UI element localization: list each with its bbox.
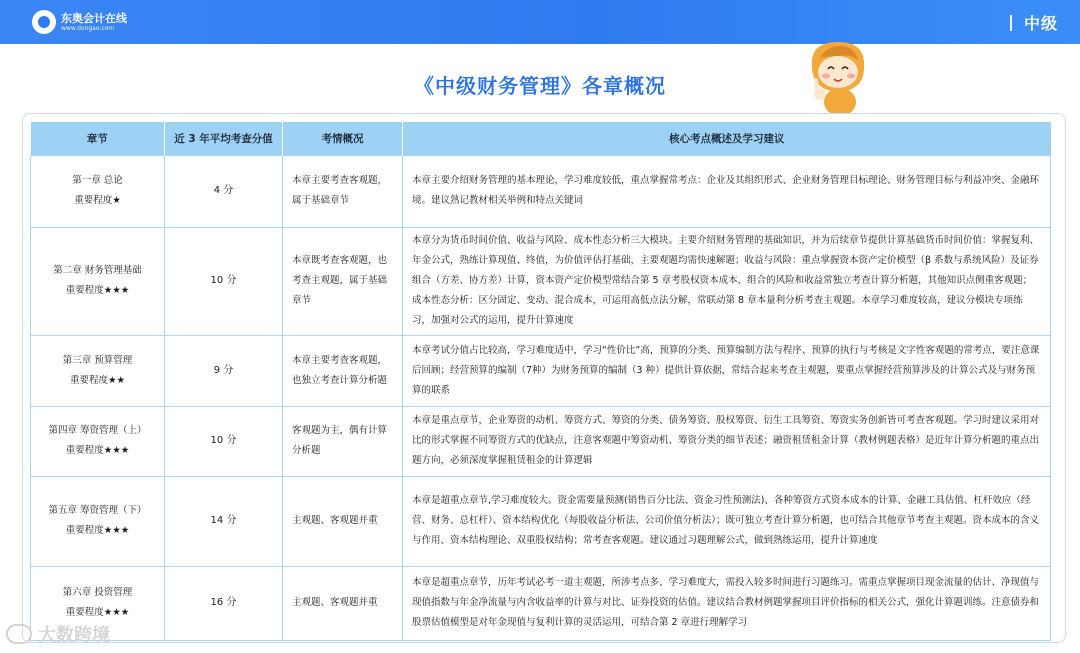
chapter-name: 第四章 筹资管理（上）	[48, 425, 147, 436]
advice-cell: 本章是重点章节，企业筹资的动机、筹资方式、筹资的分类、债务筹资、股权筹资、衍生工具筹资、筹资实务创新皆可考查客观题。学习时建议采用对比的形式掌握不同筹资方式的优缺点，注意客观题中筹资动机、筹资分类的细节表述；融资租赁租金计算（教材例题表格）是近年计算分析题的重点出题方向，必须深度掌握租赁租金的计算逻辑	[403, 406, 1051, 476]
chapter-importance: 重要程度★★★	[65, 285, 130, 296]
column-header-overview: 考情概况	[283, 122, 403, 155]
chapter-cell	[31, 155, 165, 227]
table-row	[31, 335, 1051, 406]
overview-cell: 客观题为主，偶有计算分析题	[283, 406, 403, 476]
chapter-name: 第二章 财务管理基础	[53, 265, 142, 276]
score-cell: 10 分	[165, 406, 283, 476]
advice-cell: 本章是超重点章节,学习难度较大。资金需要量预测(销售百分比法、资金习性预测法)、各种筹资方式资本成本的计算、金融工具估值、杠杆效应（经营、财务、总杠杆）、资本结构优化（每股收益分析法、公司价值分析法）；既可独立考查计算分析题，也可结合其他章节考查主观题。资本成本的含义与作用、资本结构理论、双重股权结构；常考查客观题。建议通过习题理解公式，做到熟练运用，提升计算速度	[403, 476, 1051, 566]
brand-logo	[32, 8, 127, 36]
chapter-importance: 重要程度★★★	[65, 525, 130, 536]
level-divider	[1010, 15, 1012, 31]
table-row	[31, 227, 1051, 335]
watermark-text: 大数跨境	[38, 625, 110, 646]
chapter-name: 第一章 总论	[72, 175, 123, 186]
chapter-name: 第五章 筹资管理（下）	[48, 505, 147, 516]
chapter-name: 第三章 预算管理	[62, 354, 133, 366]
table-row	[31, 406, 1051, 476]
column-header-advice: 核心考点概述及学习建议	[403, 122, 1051, 155]
chapter-cell	[31, 335, 165, 406]
chapter-importance: 重要程度★★	[69, 374, 126, 386]
logo-name: 东奥会计在线	[61, 11, 127, 25]
table-row	[31, 476, 1051, 566]
mascot-illustration	[800, 36, 874, 116]
table-header-row	[31, 122, 1051, 155]
overview-cell: 主观题、客观题并重	[283, 566, 403, 640]
overview-cell: 主观题、客观题并重	[283, 476, 403, 566]
chapter-importance: 重要程度★	[74, 195, 121, 206]
chapter-importance: 重要程度★★★	[65, 445, 130, 456]
page-title: 《中级财务管理》各章概况	[414, 74, 666, 98]
overview-cell: 本章主要考查客观题，属于基础章节	[283, 155, 403, 227]
score-cell: 4 分	[165, 155, 283, 227]
table-row	[31, 155, 1051, 227]
watermark-icon	[6, 624, 32, 644]
chapter-name: 第六章 投资管理	[62, 587, 133, 598]
column-header-chapter: 章节	[31, 122, 165, 155]
advice-cell: 本章主要介绍财务管理的基本理论，学习难度较低，重点掌握常考点：企业及其组织形式、企业财务管理目标理论、财务管理目标与利益冲突、金融环境。建议熟记教材相关举例和特点关键词	[403, 155, 1051, 227]
overview-cell: 本章既考查客观题，也考查主观题，属于基础章节	[283, 227, 403, 335]
level-text: 中级	[1023, 14, 1058, 33]
advice-cell: 本章考试分值占比较高，学习难度适中，学习“性价比”高，预算的分类、预算编制方法与程序、预算的执行与考核是文字性客观题的常考点，要注意课后回顾；经营预算的编制（7种）为财务预算的编制（3 种）提供计算依据，常结合起来考查主观题，要重点掌握经营预算涉及的计算公式及与财务预算的联系	[403, 335, 1051, 406]
logo-url: www.dongao.com	[61, 24, 115, 32]
logo-icon	[32, 10, 56, 34]
watermark	[6, 620, 110, 648]
chapter-cell	[31, 227, 165, 335]
score-cell: 10 分	[165, 227, 283, 335]
score-cell: 14 分	[165, 476, 283, 566]
overview-cell: 本章主要考查客观题，也独立考查计算分析题	[283, 335, 403, 406]
advice-cell: 本章分为货币时间价值、收益与风险、成本性态分析三大模块。主要介绍财务管理的基础知识，并为后续章节提供计算基础货币时间价值：掌握复利、年金公式，熟练计算现值、终值，为价值评估打基础，主要观题均需快速解题；收益与风险：重点掌握资本资产定价模型（β 系数与系统风险）及证券组合（方差、协方差）计算，资本资产定价模型常结合第 5 章考股权资本成本，组合的风险和收益常独立考查计算分析题，其他知识点侧重客观题；成本性态分析：区分固定、变动、混合成本，可运用高低点法分解，常联动第 8 章本量利分析考查主观题。本章学习难度较高，建议分模块专项练习，加强对公式的运用，提升计算速度	[403, 227, 1051, 335]
chapter-cell	[31, 476, 165, 566]
column-header-score: 近 3 年平均考查分值	[165, 122, 283, 155]
chapter-cell	[31, 406, 165, 476]
page-header	[0, 0, 1080, 44]
level-label	[1010, 11, 1058, 34]
table-row	[31, 566, 1051, 640]
score-cell: 9 分	[165, 335, 283, 406]
chapter-importance: 重要程度★★★	[65, 607, 130, 618]
advice-cell: 本章是超重点章节，历年考试必考一道主观题，所涉考点多、学习难度大，需投入较多时间进行习题练习。需重点掌握项目现金流量的估计、净现值与现值指数与年金净流量与内含收益率的计算与对比、证券投资的估值。建议结合教材例题掌握项目评价指标的相关公式，强化计算题训练。注意债券和股票估值模型是对年金现值与复利计算的灵活运用，可结合第 2 章进行理解学习	[403, 566, 1051, 640]
score-cell: 16 分	[165, 566, 283, 640]
chapter-overview-table	[30, 122, 1051, 641]
